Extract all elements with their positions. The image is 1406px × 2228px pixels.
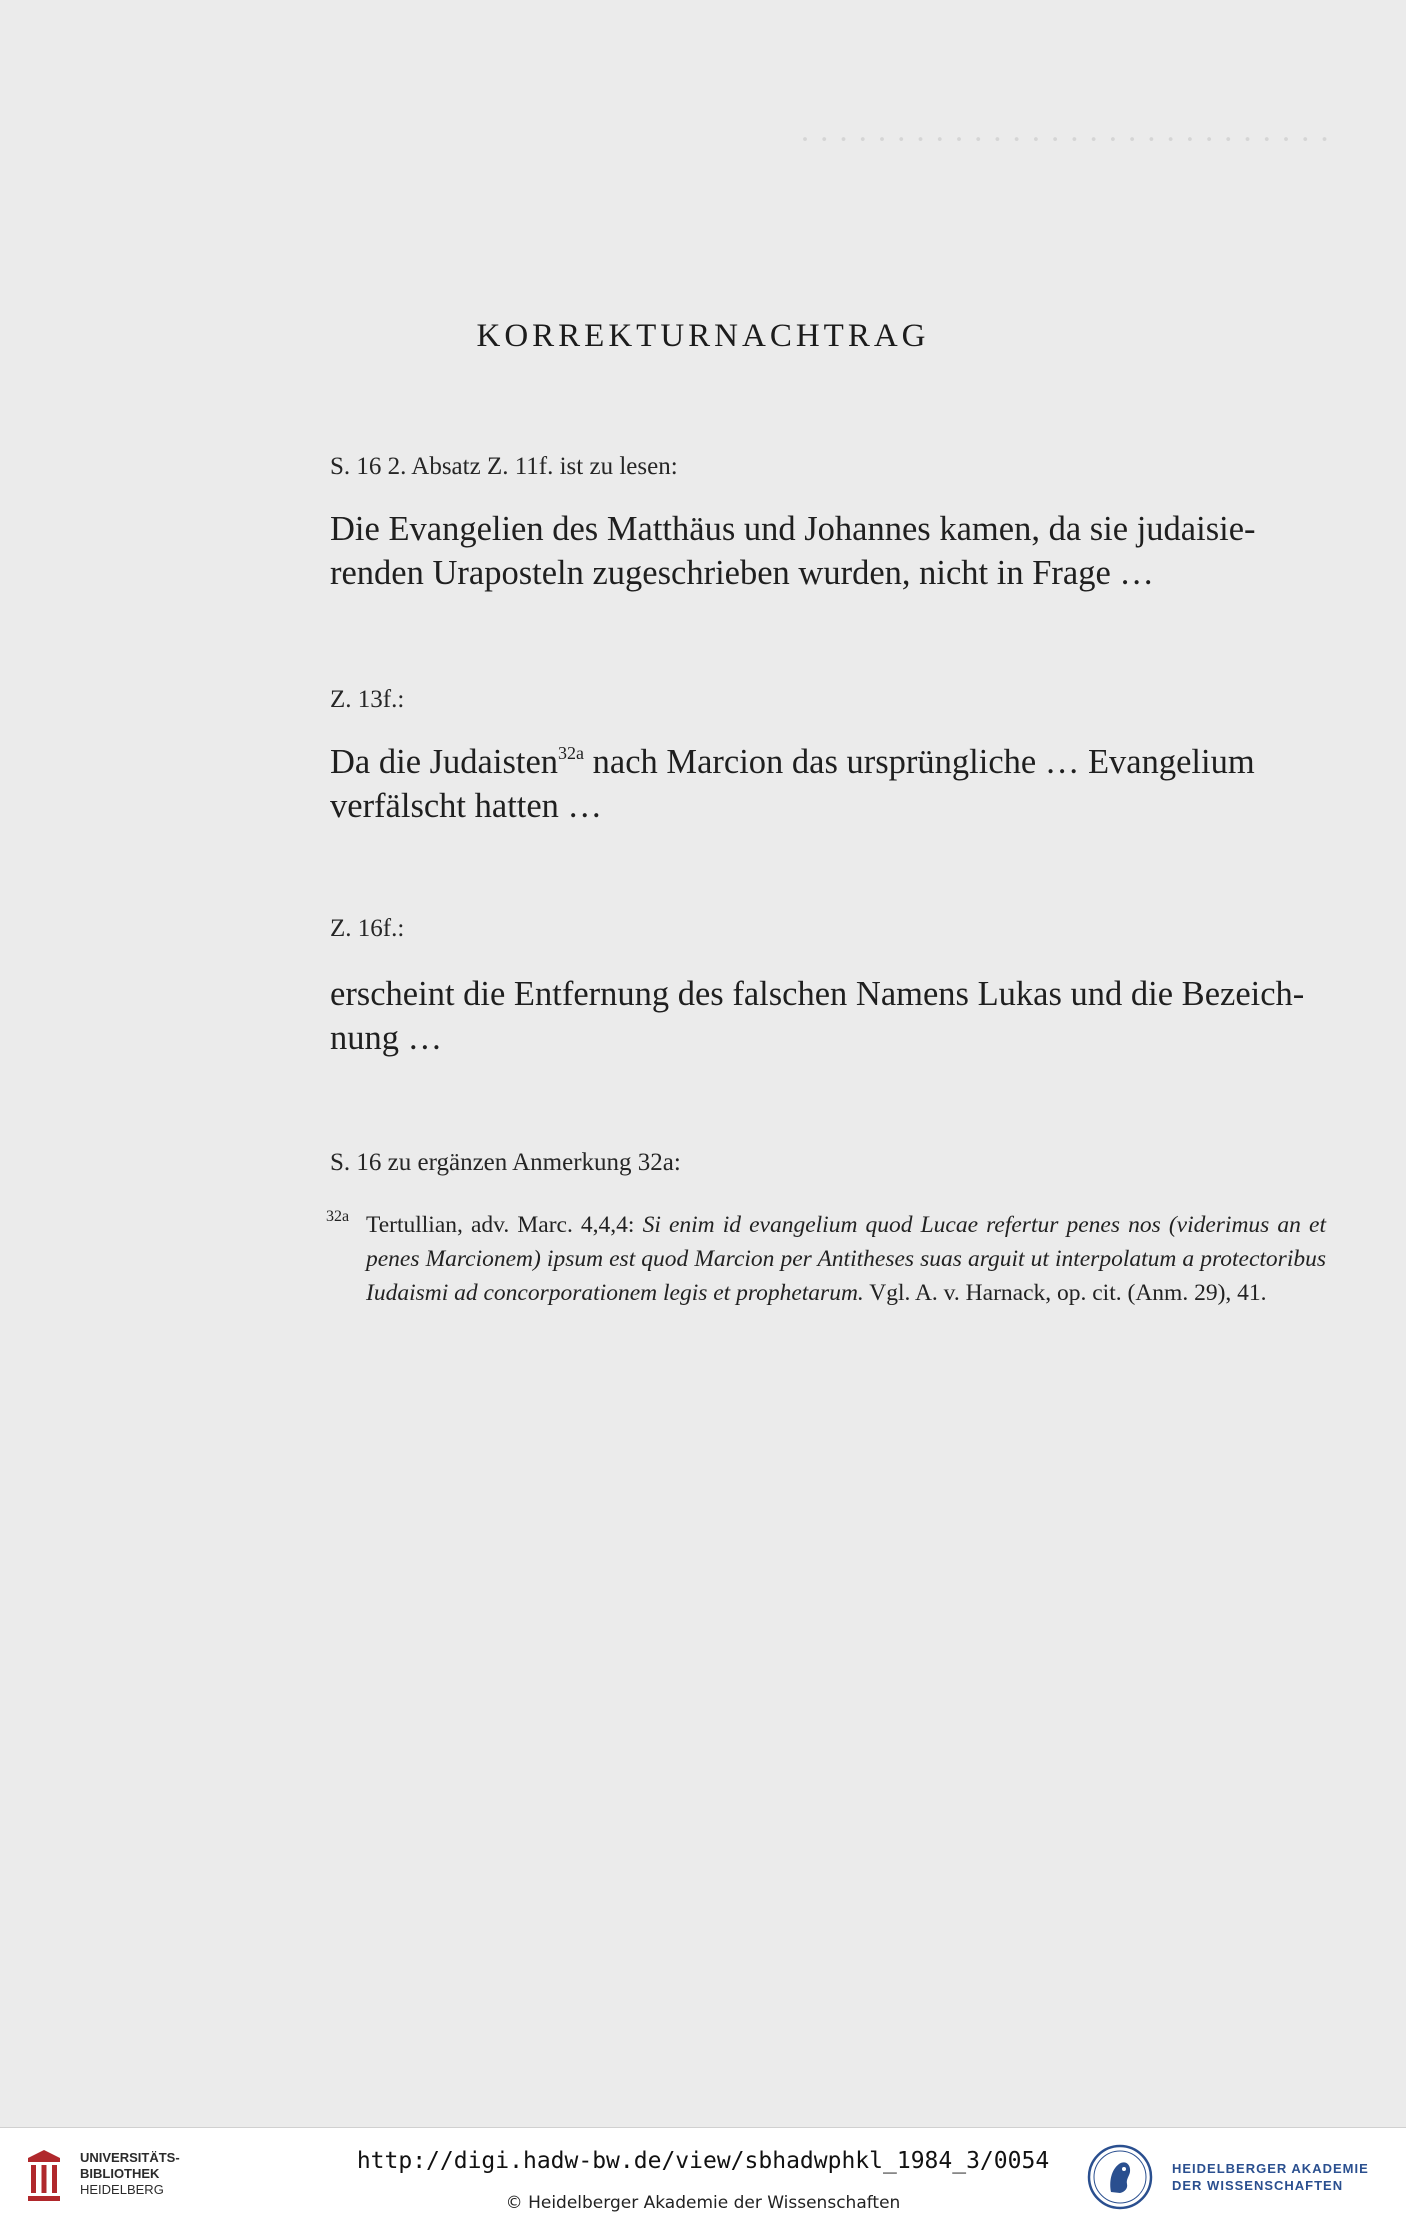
org-name-line: UNIVERSITÄTS-	[80, 2150, 180, 2165]
academy-name	[1172, 2160, 1369, 2194]
org-name-line: HEIDELBERGER AKADEMIE	[1172, 2161, 1369, 2176]
correction-reference-4: S. 16 zu ergänzen Anmerkung 32a:	[330, 1149, 681, 1176]
text-line: Die Evangelien des Matthäus und Johannes kamen, da sie judaisie-	[330, 510, 1256, 548]
copyright-notice: © Heidelberger Akademie der Wissenschaften	[505, 2193, 901, 2213]
footnote-lead: Tertullian, adv. Marc. 4,4,4:	[366, 1212, 643, 1238]
footnote-tail: Vgl. A. v. Harnack, op. cit. (Anm. 29), 41.	[863, 1280, 1267, 1306]
footnote-mark: 32a	[326, 1208, 350, 1225]
permalink-url[interactable]: http://digi.hadw-bw.de/view/sbhadwphkl_1984_3/0054	[356, 2148, 1050, 2174]
academy-seal-icon	[1087, 2144, 1153, 2210]
correction-reference-3: Z. 16f.:	[330, 915, 405, 942]
page-title: KORREKTURNACHTRAG	[476, 318, 930, 354]
correction-reference-1: S. 16 2. Absatz Z. 11f. ist zu lesen:	[330, 453, 678, 480]
bleed-through-texture: · · · · · · · · · · · · · · · · · · · · · · · · · · · ·	[799, 122, 1330, 158]
org-name-line: DER WISSENSCHAFTEN	[1172, 2178, 1344, 2193]
text-segment: Da die Judaisten	[330, 743, 559, 781]
footnote-body	[366, 1208, 1326, 1310]
text-line: nung …	[330, 1019, 443, 1057]
correction-reference-2: Z. 13f.:	[330, 686, 405, 713]
correction-paragraph-2	[330, 740, 1325, 828]
correction-paragraph-3	[330, 972, 1325, 1060]
footnote-quote: Si enim id evangelium quod Lucae refertur penes nos (viderimus an et penes Marcionem) ipsum est quod Marcion per Antitheses suas arguit ut interpolatum a protectoribus Iudaismi ad concorporationem legis et prophetarum.	[366, 1212, 1326, 1306]
text-line: verfälscht hatten …	[330, 787, 603, 825]
text-segment: nach Marcion das ursprüngliche … Evangelium	[584, 743, 1255, 781]
correction-paragraph-1	[330, 507, 1325, 595]
footer-bar	[0, 2127, 1406, 2228]
footnote-reference: 32a	[558, 743, 585, 763]
org-name-line: BIBLIOTHEK	[80, 2166, 160, 2181]
org-name-line: HEIDELBERG	[80, 2182, 164, 2197]
footnote-32a	[326, 1208, 1326, 1310]
text-line: renden Uraposteln zugeschrieben wurden, nicht in Frage …	[330, 554, 1154, 592]
text-line	[330, 740, 1325, 784]
text-line: erscheint die Entfernung des falschen Namens Lukas und die Bezeich-	[330, 975, 1305, 1013]
